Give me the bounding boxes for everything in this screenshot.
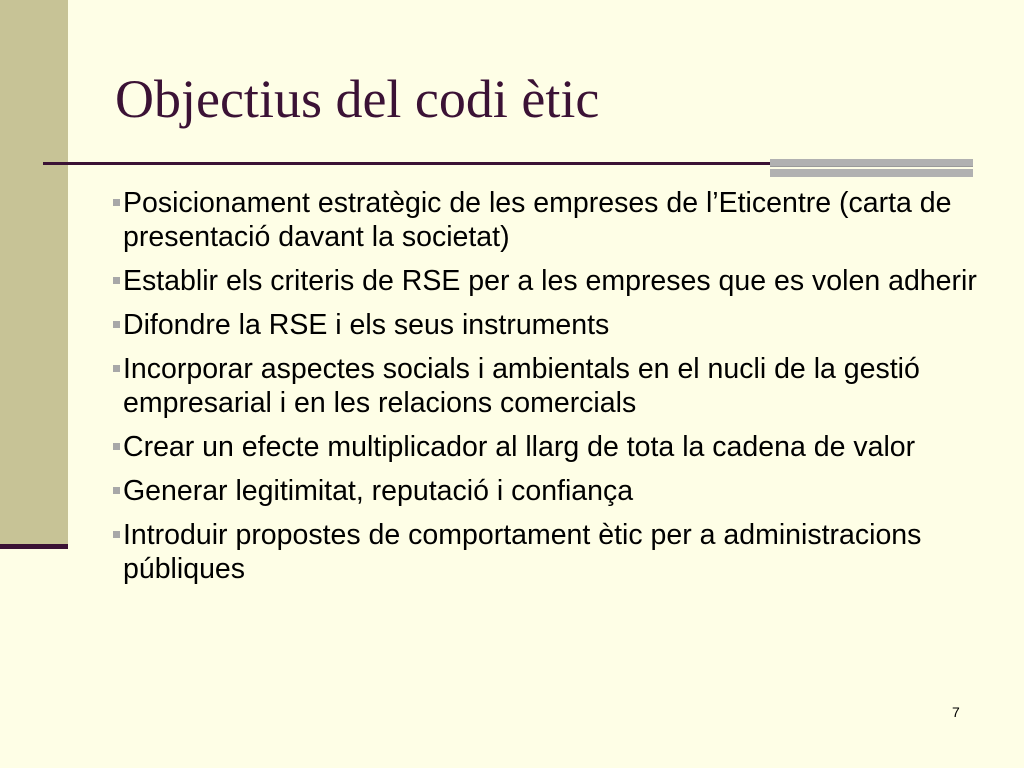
title-divider bbox=[43, 162, 770, 165]
bullet-square-icon bbox=[113, 443, 120, 450]
bullet-text: Posicionament estratègic de les empreses de l’Eticentre (carta de presentació davant la societat) bbox=[123, 187, 952, 253]
slide-title: Objectius del codi ètic bbox=[115, 69, 600, 129]
left-decorative-band bbox=[0, 0, 68, 545]
title-divider-gray-bar-lower bbox=[770, 169, 973, 177]
bullet-text: Crear un efecte multiplicador al llarg de tota la cadena de valor bbox=[123, 431, 916, 463]
bullet-text: Incorporar aspectes socials i ambientals en el nucli de la gestió empresarial i en les relacions comercials bbox=[123, 353, 920, 419]
bullet-text: Establir els criteris de RSE per a les empreses que es volen adherir bbox=[123, 265, 977, 297]
bullet-text: Generar legitimitat, reputació i confiança bbox=[123, 475, 634, 507]
bullet-text: Introduir propostes de comportament ètic per a administracions públiques bbox=[123, 519, 922, 585]
bullet-item bbox=[100, 518, 980, 586]
bullet-item bbox=[100, 186, 980, 254]
bullet-list bbox=[100, 186, 980, 596]
bullet-text: Difondre la RSE i els seus instruments bbox=[123, 309, 610, 341]
bullet-square-icon bbox=[113, 321, 120, 328]
bullet-square-icon bbox=[113, 487, 120, 494]
bullet-square-icon bbox=[113, 199, 120, 206]
bullet-item bbox=[100, 430, 980, 464]
left-band-rule bbox=[0, 544, 68, 549]
bullet-square-icon bbox=[113, 365, 120, 372]
bullet-item bbox=[100, 264, 980, 298]
bullet-item bbox=[100, 474, 980, 508]
bullet-item bbox=[100, 352, 980, 420]
page-number: 7 bbox=[952, 704, 960, 720]
title-divider-gray-bar-upper bbox=[770, 159, 973, 167]
bullet-item bbox=[100, 308, 980, 342]
bullet-square-icon bbox=[113, 277, 120, 284]
bullet-square-icon bbox=[113, 531, 120, 538]
